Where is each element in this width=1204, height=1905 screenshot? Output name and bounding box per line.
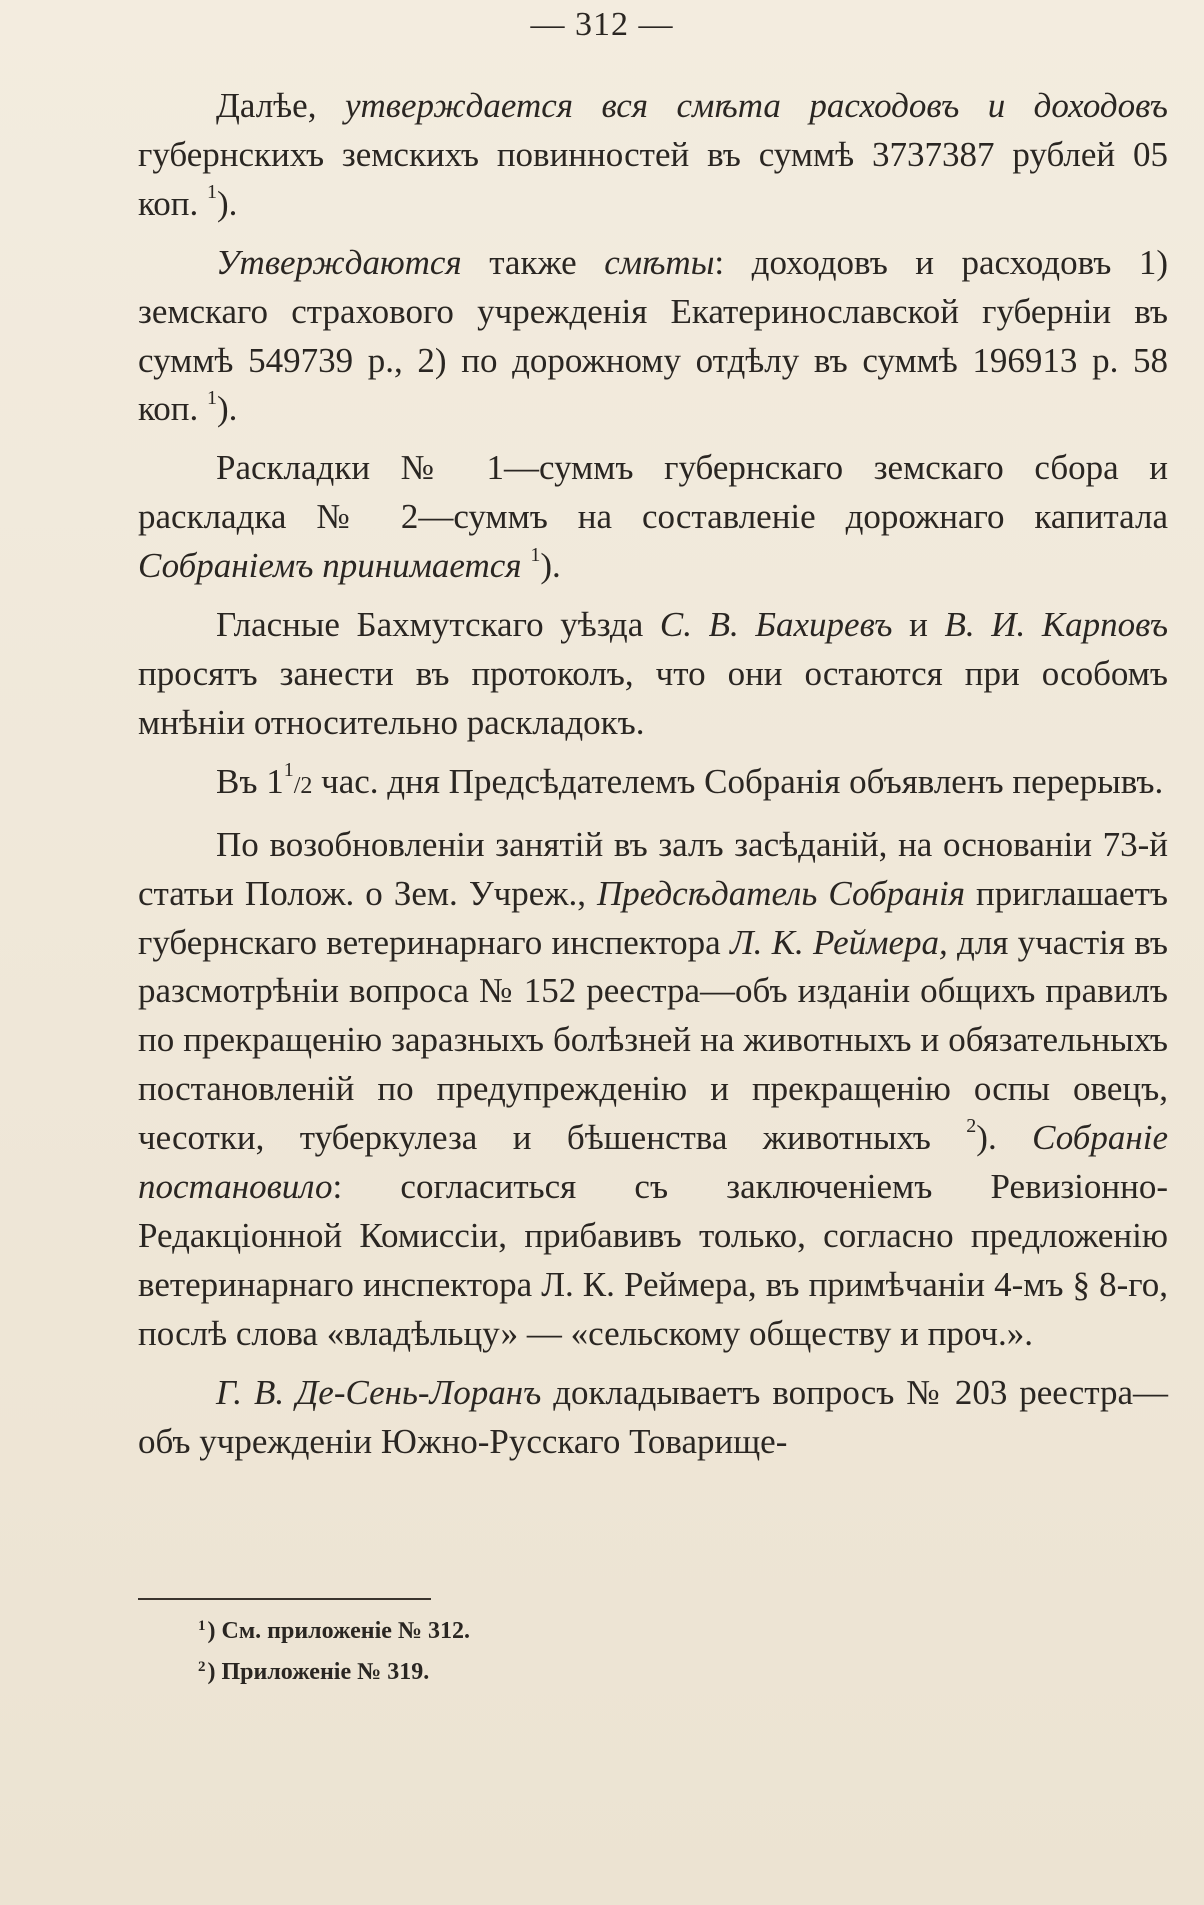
- paragraph-4: [138, 601, 1168, 748]
- footnote-2: [198, 1653, 470, 1694]
- text-run: приглашаетъ губернскаго ветеринарнаго инспектора: [138, 873, 1168, 962]
- italic-run: С. В. Бахиревъ: [659, 605, 893, 645]
- text-run: также: [461, 242, 605, 282]
- text-run: : доходовъ и расходовъ 1) земскаго страхового учрежденія Екатеринославской губерніи въ суммѣ 549739 р., 2) по дорожному отдѣлу въ суммѣ 196913 р. 58 коп.: [138, 242, 1168, 429]
- italic-run: Л. К. Реймера,: [729, 922, 948, 962]
- text-run: и: [892, 605, 945, 645]
- text-run: Въ 1: [216, 761, 284, 801]
- paragraph-3: [138, 444, 1168, 591]
- paragraph-2: [138, 239, 1168, 435]
- text-run: Гласные Бахмутскаго уѣзда: [216, 605, 660, 645]
- italic-run: В. И. Карповъ: [944, 605, 1168, 645]
- footnotes: [198, 1612, 470, 1694]
- italic-run: утверждается вся смѣта расходовъ и доходовъ: [344, 86, 1168, 125]
- text-run: час. дня Предсѣдателемъ Собранія объявленъ перерывъ.: [312, 761, 1164, 801]
- footnote-ref: 2: [966, 1115, 977, 1138]
- paragraph-6: [138, 821, 1168, 1359]
- italic-run: Собраніе постановило: [138, 1118, 1168, 1207]
- text-run: ).: [540, 546, 561, 586]
- text-run: ).: [216, 389, 238, 429]
- paragraph-7: [138, 1369, 1168, 1467]
- paragraph-1: [138, 82, 1168, 229]
- footnote-divider: [138, 1598, 431, 1600]
- footnote-ref: 1: [206, 386, 217, 409]
- text-run: ).: [976, 1118, 1033, 1158]
- fraction-denominator: /2: [293, 772, 313, 799]
- footnote-1: [198, 1612, 470, 1653]
- text-run: По возобновленіи занятій въ залъ засѣданій, на основаніи 73-й статьи Полож. о Зем. Учреж.,: [138, 824, 1168, 913]
- text-run: ).: [216, 183, 238, 223]
- footnote-ref: 1: [206, 181, 217, 204]
- footnote-text: ) Приложеніе № 319.: [207, 1659, 430, 1685]
- italic-run: Собраніемъ принимается: [138, 546, 522, 586]
- footnote-ref: 1: [530, 543, 541, 566]
- text-run: Далѣе,: [216, 86, 345, 125]
- footnote-mark: 2: [198, 1659, 206, 1675]
- fraction-numerator: 1: [283, 759, 294, 782]
- text-run: губернскихъ земскихъ повинностей въ суммѣ 3737387 рублей 05 коп.: [138, 134, 1168, 223]
- footnote-mark: 1: [198, 1618, 206, 1634]
- page-number: — 312 —: [530, 6, 674, 43]
- italic-run: Г. В. Де-Сень-Лоранъ: [216, 1372, 542, 1412]
- text-run: : согласиться съ заключеніемъ Ревизіонно-Редакціонной Комиссіи, прибавивъ только, согласно предложенію ветеринарнаго инспектора Л. К. Реймера, въ примѣчаніи 4-мъ § 8-го, послѣ слова «владѣльцу» — «сельскому обществу и проч.».: [138, 1167, 1168, 1353]
- text-run: Раскладки № 1—суммъ губернскаго земскаго сбора и раскладка № 2—суммъ на составленіе дорожнаго капитала: [138, 448, 1168, 537]
- italic-run: смѣты: [604, 242, 715, 282]
- italic-run: Утверждаются: [216, 242, 462, 282]
- text-run: просятъ занести въ протоколъ, что они остаются при особомъ мнѣніи относительно раскладокъ.: [138, 653, 1168, 742]
- footnote-text: ) См. приложеніе № 312.: [207, 1618, 471, 1644]
- text-run: для участія въ разсмотрѣніи вопроса № 152 реестра—объ изданіи общихъ правилъ по прекращенію заразныхъ болѣзней на животныхъ и обязательныхъ постановленій по предупрежденію и прекращенію оспы овецъ, чесотки, туберкулеза и бѣшенства животныхъ: [138, 922, 1168, 1158]
- text-run: докладываетъ вопросъ № 203 реестра—объ учрежденіи Южно-Русскаго Товарище-: [138, 1372, 1168, 1461]
- italic-run: Предсѣдатель Собранія: [597, 873, 965, 913]
- paragraph-5: [138, 758, 1168, 811]
- body-text: [138, 82, 1168, 1466]
